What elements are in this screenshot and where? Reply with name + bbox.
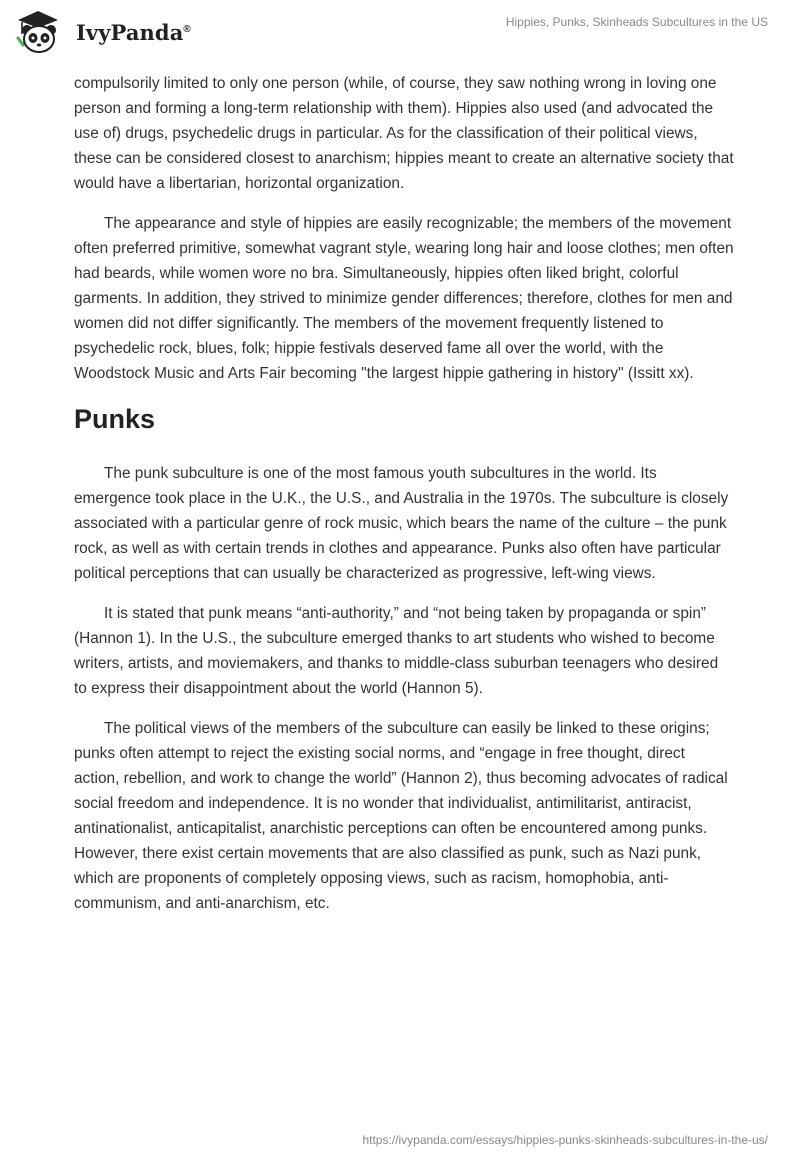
paragraph-punks-overview: The punk subculture is one of the most famous youth subcultures in the world. Its emergence took place in the U.K., the U.S., and Australia in the 1970s. The subculture is closely associated with a particular genre of rock music, which bears the name of the culture – the punk rock, as well as with certain trends in clothes and appearance. Punks also often have particular political perceptions that can usually be characterized as progressive, left-wing views. xyxy=(74,465,729,582)
page-header xyxy=(0,0,800,62)
source-url[interactable]: https://ivypanda.com/essays/hippies-punks-skinheads-subcultures-in-the-us/ xyxy=(362,1133,768,1147)
paragraph-hippies-intro: compulsorily limited to only one person (while, of course, they saw nothing wrong in loving one person and forming a long-term relationship with them). Hippies also used (and advocated the use of) drugs, psychedelic drugs in particular. As for the classification of their political views, these can be considered closest to anarchism; hippies meant to create an alternative society that would have a libertarian, horizontal organization. xyxy=(74,75,734,192)
logo-text: IvyPanda® xyxy=(76,19,191,45)
panda-graduate-icon xyxy=(14,8,70,56)
section-heading-punks: Punks xyxy=(74,404,156,434)
essay-content xyxy=(74,71,734,931)
document-title: Hippies, Punks, Skinheads Subcultures in the US xyxy=(505,15,768,29)
paragraph-hippies-style: The appearance and style of hippies are easily recognizable; the members of the movement often preferred primitive, somewhat vagrant style, wearing long hair and loose clothes; men often had beards, while women wore no bra. Simultaneously, hippies often liked bright, colorful garments. In addition, they strived to minimize gender differences; therefore, clothes for men and women did not differ significantly. The members of the movement frequently listened to psychedelic rock, blues, folk; hippie festivals deserved fame all over the world, with the Woodstock Music and Arts Fair becoming "the largest hippie gathering in history" (Issitt xx). xyxy=(74,215,734,382)
paragraph-punks-origins: It is stated that punk means “anti-authority,” and “not being taken by propaganda or spin” (Hannon 1). In the U.S., the subculture emerged thanks to art students who wished to become writers, artists, and moviemakers, and thanks to middle-class suburban teenagers who desired to express their disappointment about the world (Hannon 5). xyxy=(74,605,719,697)
paragraph-punks-politics: The political views of the members of the subculture can easily be linked to these origins; punks often attempt to reject the existing social norms, and “engage in free thought, direct action, rebellion, and work to change the world” (Hannon 2), thus becoming advocates of radical social freedom and independence. It is no wonder that individualist, antimilitarist, antiracist, antinationalist, anticapitalist, anarchistic perceptions can often be encountered among punks. However, there exist certain movements that are also classified as punk, such as Nazi punk, which are proponents of completely opposing views, such as racism, homophobia, anti-communism, and anti-anarchism, etc. xyxy=(74,720,728,912)
logo[interactable] xyxy=(14,8,191,56)
